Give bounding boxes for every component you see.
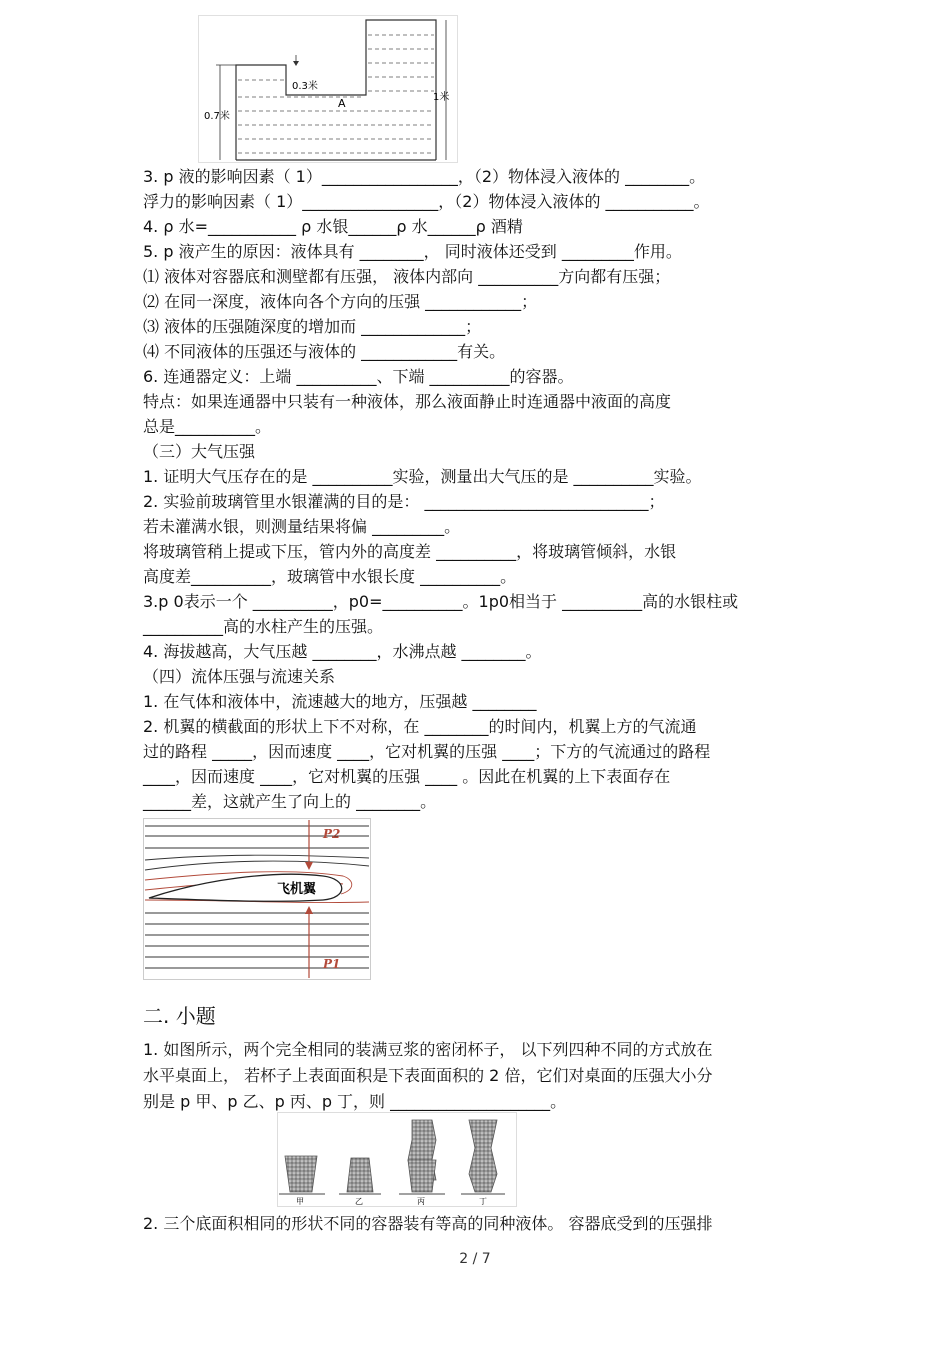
cup-label-bing: 丙 <box>417 1197 425 1206</box>
label-point-a: A <box>338 97 346 110</box>
text-line: 1. 如图所示，两个完全相同的装满豆浆的密闭杯子， 以下列四种不同的方式放在 <box>143 1040 713 1059</box>
section-heading: （三）大气压强 <box>143 442 256 461</box>
text-line: 1. 证明大气压存在的是 __________实验，测量出大气压的是 __________实验。 <box>143 467 702 486</box>
label-0-3m: 0.3米 <box>292 81 318 92</box>
text-line: ⑵ 在同一深度，液体向各个方向的压强 ____________； <box>143 292 538 311</box>
tank-figure <box>198 15 458 163</box>
text-line: ____，因而速度 ____，它对机翼的压强 ____ 。因此在机翼的上下表面存在 <box>143 767 671 786</box>
text-line: 特点：如果连通器中只装有一种液体，那么液面静止时连通器中液面的高度 <box>143 392 672 411</box>
text-line: 过的路程 _____，因而速度 ____，它对机翼的压强 ____；下方的气流通过的路程 <box>143 742 711 761</box>
text-line: 5. p 液产生的原因：液体具有 ________， 同时液体还受到 _________作用。 <box>143 242 682 261</box>
text-line: ⑷ 不同液体的压强还与液体的 ____________有关。 <box>143 342 506 361</box>
wing-figure <box>143 818 371 980</box>
text-line: __________高的水柱产生的压强。 <box>143 617 384 636</box>
text-line: 6. 连通器定义：上端 __________、下端 __________的容器。 <box>143 367 574 386</box>
text-line: ⑴ 液体对容器底和测壁都有压强， 液体内部向 __________方向都有压强； <box>143 267 671 286</box>
cup-label-jia: 甲 <box>296 1197 304 1206</box>
section-heading: （四）流体压强与流速关系 <box>143 667 336 686</box>
text-line: 高度差__________，玻璃管中水银长度 __________。 <box>143 567 517 586</box>
text-line: 将玻璃管稍上提或下压，管内外的高度差 __________，将玻璃管倾斜，水银 <box>143 542 677 561</box>
text-line: 总是__________。 <box>143 417 272 436</box>
text-line: 3. p 液的影响因素（ 1）_________________，（2）物体浸入液体的 ________。 <box>143 167 706 186</box>
label-0-7m: 0.7米 <box>204 111 230 122</box>
label-1m: 1米 <box>433 92 450 103</box>
text-line: 4. 海拔越高，大气压越 ________，水沸点越 ________。 <box>143 642 542 661</box>
text-line: 2. 实验前玻璃管里水银灌满的目的是： ____________________________； <box>143 492 665 511</box>
cup-label-ding: 丁 <box>479 1197 487 1206</box>
cups-figure <box>277 1112 517 1207</box>
text-line: 3.p 0表示一个 __________，p0=__________。1p0相当于 __________高的水银柱或 <box>143 592 739 611</box>
text-line: 水平桌面上， 若杯子上表面面积是下表面面积的 2 倍，它们对桌面的压强大小分 <box>143 1066 713 1085</box>
p1-label: P1 <box>323 957 341 971</box>
text-line: 1. 在气体和液体中，流速越大的地方，压强越 ________ <box>143 692 537 711</box>
wing-label: 飞机翼 <box>277 882 317 897</box>
cup-label-yi: 乙 <box>355 1197 363 1206</box>
section-title: 二. 小题 <box>143 1004 216 1028</box>
text-line: 4. ρ 水=___________ ρ 水银______ρ 水______ρ 酒精 <box>143 217 523 236</box>
text-line: 别是 p 甲、p 乙、p 丙、p 丁，则 ____________________。 <box>143 1092 567 1111</box>
text-line: ______差，这就产生了向上的 ________。 <box>143 792 437 811</box>
text-line: 若未灌满水银，则测量结果将偏 _________。 <box>143 517 461 536</box>
text-line: 2. 机翼的横截面的形状上下不对称，在 ________的时间内，机翼上方的气流通 <box>143 717 697 736</box>
page-number: 2 / 7 <box>459 1251 491 1267</box>
p2-label: P2 <box>323 827 341 841</box>
text-line: 浮力的影响因素（ 1）_________________，（2）物体浸入液体的 ___________。 <box>143 192 710 211</box>
text-line: 2. 三个底面积相同的形状不同的容器装有等高的同种液体。 容器底受到的压强排 <box>143 1214 713 1233</box>
text-line: ⑶ 液体的压强随深度的增加而 _____________； <box>143 317 482 336</box>
